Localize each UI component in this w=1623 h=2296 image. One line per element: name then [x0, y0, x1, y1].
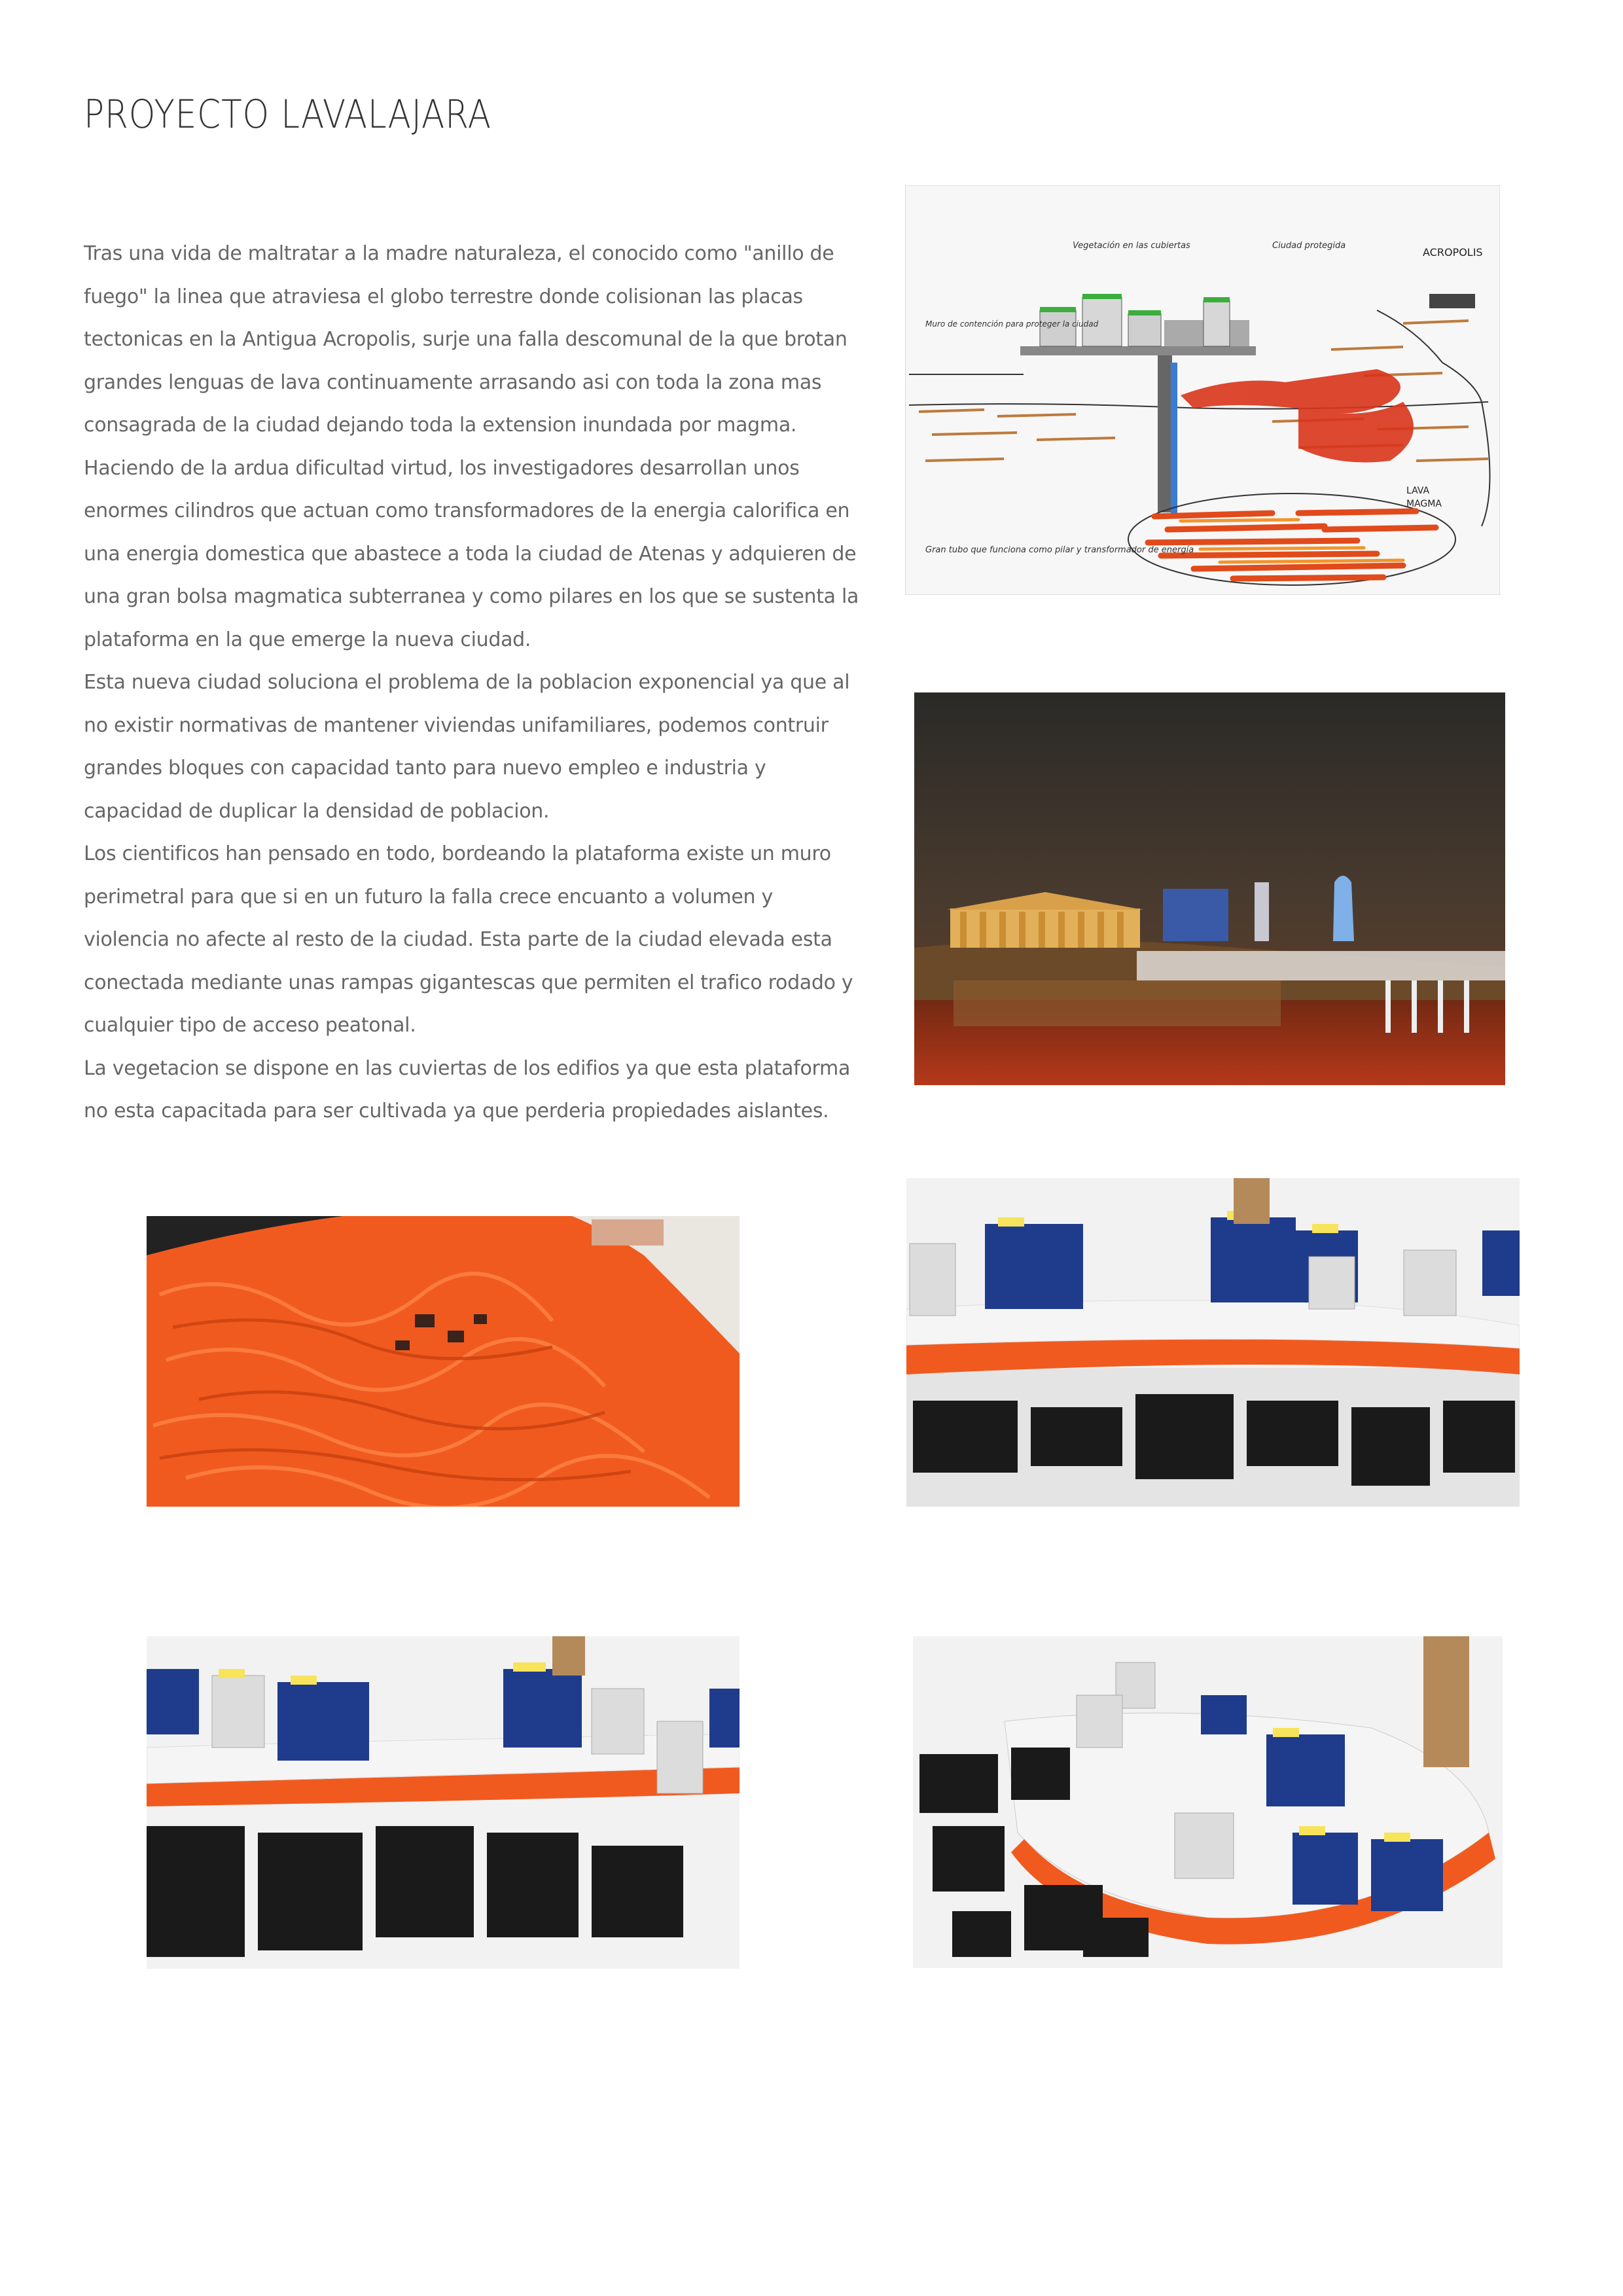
label-ciudad: Ciudad protegida	[1272, 241, 1346, 251]
paragraph-5: La vegetacion se dispone en las cuviertas de los edifios ya que esta plataforma no esta capacitada para ser cultivada ya que perderia propiedades aislantes.	[84, 1056, 851, 1122]
description-text	[84, 232, 863, 1133]
paragraph-3: Esta nueva ciudad soluciona el problema de la poblacion exponencial ya que al no existir normativas de mantener viviendas unifamiliares, podemos contruir grandes bloques con capacidad tanto para nuevo empleo e industria y capacidad de duplicar la densidad de poblacion.	[84, 671, 850, 823]
label-magma: MAGMA	[1406, 499, 1442, 509]
model-photo-aerial	[913, 1636, 1503, 1968]
label-muro: Muro de contención para proteger la ciudad	[925, 319, 1099, 329]
model-photo-platform-2	[147, 1636, 740, 1969]
label-tubo: Gran tubo que funciona como pilar y transformador de energía	[925, 545, 1194, 555]
model-photo-platform-1	[906, 1178, 1520, 1507]
page-title: PROYECTO LAVALAJARA	[84, 92, 491, 137]
section-sketch	[905, 185, 1500, 595]
night-photomontage	[914, 692, 1505, 1085]
paragraph-4: Los cientificos han pensado en todo, bordeando la plataforma existe un muro perimetral para que si en un futuro la falla crece encuanto a volumen y violencia no afecte al resto de la ciudad. Esta parte de la ciudad elevada esta conectada mediante unas rampas gigantescas que permiten el trafico rodado y cualquier tipo de acceso peatonal.	[84, 842, 853, 1037]
paragraph-1: Tras una vida de maltratar a la madre naturaleza, el conocido como "anillo de fuego" la linea que atraviesa el globo terrestre donde colisionan las placas tectonicas en la Antigua Acropolis, surje una falla descomunal de la que brotan grandes lenguas de lava continuamente arrasando asi con toda la zona mas consagrada de la ciudad dejando toda la extension inundada por magma.	[84, 242, 847, 437]
model-photo-lava	[147, 1216, 740, 1507]
label-acropolis: ACROPOLIS	[1423, 246, 1483, 259]
label-lava: LAVA	[1406, 486, 1430, 496]
paragraph-2: Haciendo de la ardua dificultad virtud, los investigadores desarrollan unos enormes cilindros que actuan como transformadores de la energia calorifica en una energia domestica que abastece a toda la ciudad de Atenas y adquieren de una gran bolsa magmatica subterranea y como pilares en los que se sustenta la plataforma en la que emerge la nueva ciudad.	[84, 456, 859, 651]
label-vegetacion: Vegetación en las cubiertas	[1073, 241, 1190, 251]
